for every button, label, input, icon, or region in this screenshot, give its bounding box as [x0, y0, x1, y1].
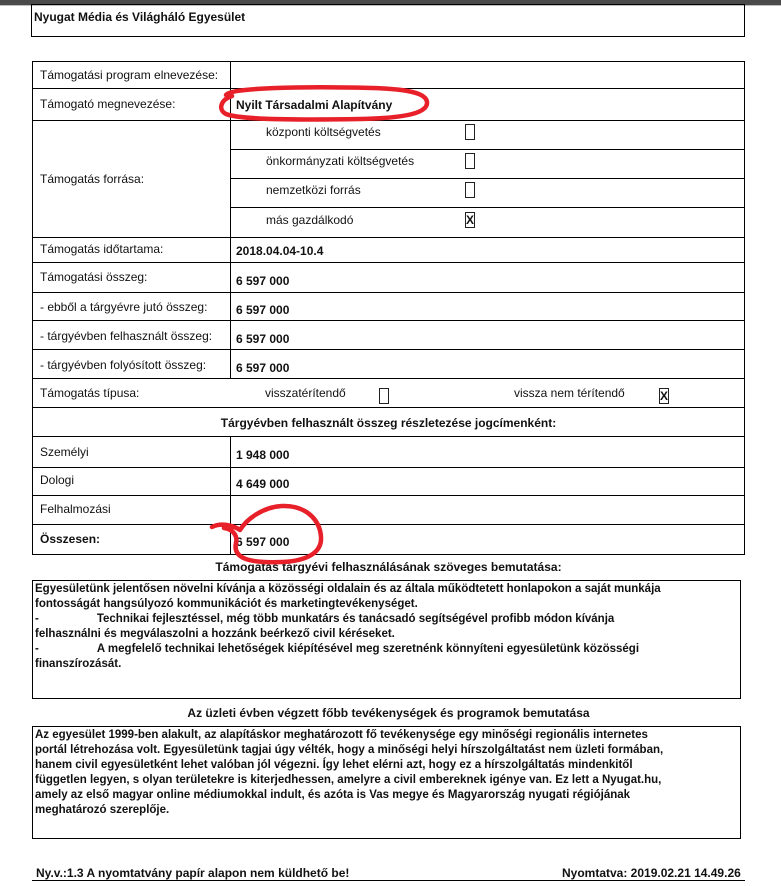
- activities-line: Az egyesület 1999-ben alakult, az alapításkor meghatározott fő tevékenysége egy minőségi regionális internetes: [35, 729, 648, 741]
- footer-print-date: Nyomtatva: 2019.02.21 14.49.26: [562, 866, 741, 880]
- source-option-label: önkormányzati költségvetés: [266, 154, 415, 168]
- duration-value: 2018.04.04-10.4: [236, 244, 324, 258]
- activities-line: portál létrehozása volt. Egyesületünk tagjai úgy vélték, hogy a minőségi helyi hírszolgáltatást nem üzleti formában,: [35, 744, 664, 756]
- source-checkbox[interactable]: X: [466, 213, 475, 227]
- type-refundable-label: visszatérítendő: [265, 386, 346, 400]
- breakdown-value: 1 948 000: [236, 448, 290, 462]
- support-type-label: Támogatás típusa:: [40, 386, 140, 400]
- footer-form-version: Ny.v.:1.3 A nyomtatvány papír alapon nem küldhető be!: [36, 866, 350, 880]
- total-value: 6 597 000: [236, 535, 290, 549]
- organization-name: Nyugat Média és Világháló Egyesület: [31, 4, 745, 37]
- usage-line: finanszírozását.: [35, 658, 122, 670]
- source-option-label: nemzetközi forrás: [266, 183, 361, 197]
- usage-line: fontosságát hangsúlyozó kommunikációt és marketingtevékenységet.: [35, 598, 418, 610]
- activities-line: független legyen, s olyan területekre is kiterjedhessen, amelyre a civil embereknek igénye van. Ez lett a Nyugat.hu,: [35, 774, 662, 786]
- usage-bullet-line: - A megfelelő technikai lehetőségek kiépítésével meg szeretnénk könnyíteni egyesületünk közösségi: [35, 643, 640, 655]
- amount-value: 6 597 000: [236, 274, 290, 288]
- breakdown-label: Felhalmozási: [40, 502, 111, 516]
- usage-textbox: [32, 580, 741, 699]
- source-checkbox[interactable]: [465, 124, 475, 140]
- activities-line: amely az első magyar online médiumokkal indult, és azóta is Vas megye és Magyarország nyugati régiójának: [35, 789, 631, 801]
- paid-amount-value: 6 597 000: [236, 361, 290, 375]
- type-refundable-checkbox[interactable]: [379, 388, 389, 404]
- source-checkbox[interactable]: [465, 182, 475, 198]
- duration-label: Támogatás időtartama:: [40, 242, 164, 256]
- activities-line: hanem civil egyesületként lehet valóban jól végezni. Így lehet elérni azt, hogy ez a hírszolgáltatás mindenkitől: [35, 759, 633, 771]
- activities-textbox: [32, 726, 741, 839]
- year-share-label: - ebből a tárgyévre jutó összeg:: [40, 300, 208, 314]
- breakdown-value: 4 649 000: [236, 477, 290, 491]
- used-amount-label: - tárgyévben felhasznált összeg:: [40, 329, 213, 343]
- used-amount-value: 6 597 000: [236, 332, 290, 346]
- activities-title: Az üzleti évben végzett főbb tevékenységek és programok bemutatása: [187, 706, 590, 720]
- usage-bullet-line: - Technikai fejlesztéssel, még több munkatárs és tanácsadó segítségével profibb módon kívánja: [35, 613, 615, 625]
- usage-title: Támogatás tárgyévi felhasználásának szöveges bemutatása:: [215, 560, 562, 574]
- source-option-label: központi költségvetés: [266, 125, 381, 139]
- support-form-table: [32, 61, 745, 555]
- activities-line: meghatározó szereplője.: [35, 804, 170, 816]
- year-share-value: 6 597 000: [236, 303, 290, 317]
- usage-line: felhasználni és megválaszolni a hozzánk beérkező civil kéréseket.: [35, 628, 395, 640]
- amount-label: Támogatási összeg:: [40, 270, 148, 284]
- supporter-label: Támogató megnevezése:: [40, 97, 176, 111]
- breakdown-title: Tárgyévben felhasznált összeg részletezése jogcímenként:: [220, 416, 557, 430]
- supporter-value: Nyilt Társadalmi Alapítvány: [236, 98, 393, 112]
- usage-line: Egyesületünk jelentősen növelni kívánja a közösségi oldalain és az általa működtetett honlapokon a saját munkája: [35, 583, 661, 595]
- type-nonrefundable-checkbox[interactable]: X: [660, 389, 669, 403]
- paid-amount-label: - tárgyévben folyósított összeg:: [40, 358, 207, 372]
- type-nonrefundable-label: vissza nem térítendő: [514, 386, 625, 400]
- source-checkbox[interactable]: [465, 153, 475, 169]
- breakdown-label: Dologi: [40, 473, 75, 487]
- breakdown-label: Személyi: [40, 445, 89, 459]
- source-label: Támogatás forrása:: [40, 172, 145, 186]
- footer-divider: [32, 880, 745, 881]
- total-label: Összesen:: [40, 532, 101, 546]
- program-name-label: Támogatási program elnevezése:: [40, 68, 219, 82]
- source-option-label: más gazdálkodó: [266, 213, 354, 227]
